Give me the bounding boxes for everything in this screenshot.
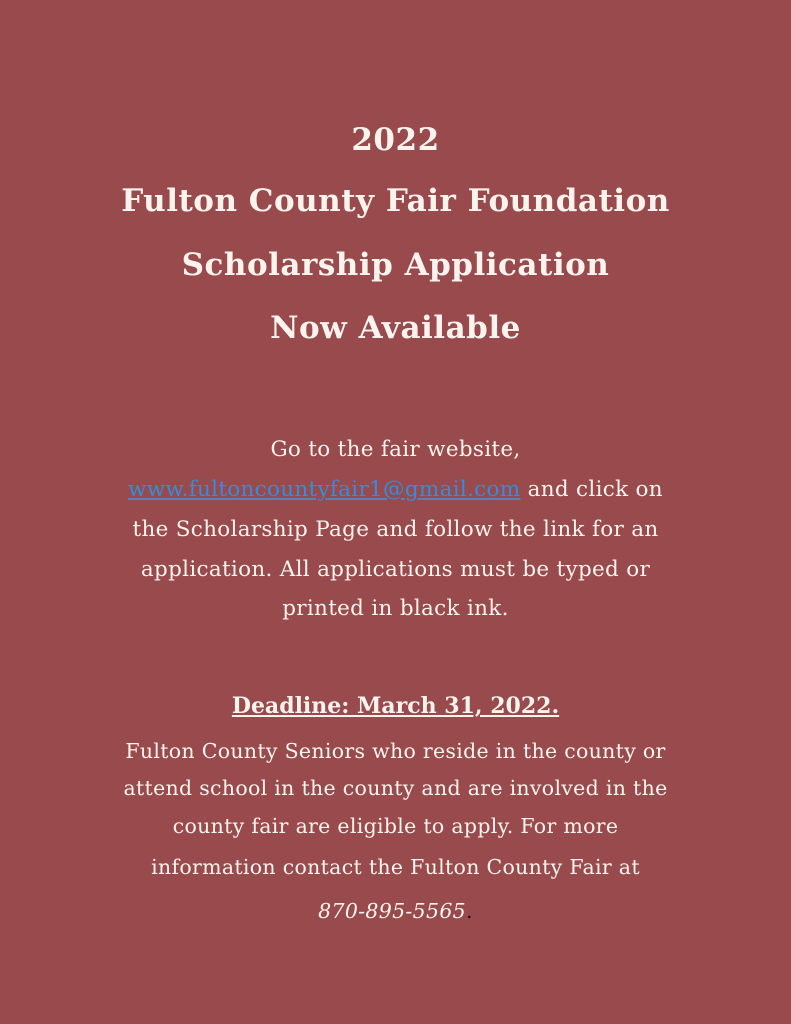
phone-number: 870-895-5565 (318, 899, 467, 923)
heading-scholarship: Scholarship Application (181, 247, 610, 283)
instructions-line-2-text: and click on (520, 477, 663, 502)
instructions-line-3: the Scholarship Page and follow the link for an (132, 517, 659, 542)
heading-organization: Fulton County Fair Foundation (121, 183, 670, 219)
heading-available: Now Available (270, 310, 521, 346)
eligibility-line-4: information contact the Fulton County Fair at (151, 855, 640, 879)
instructions-line-2 (0, 477, 791, 502)
phone-period: . (466, 899, 473, 923)
eligibility-line-2: attend school in the county and are involved in the (123, 776, 668, 800)
deadline: Deadline: March 31, 2022. (231, 693, 560, 719)
website-link[interactable]: www.fultoncountyfair1@gmail.com (128, 477, 521, 502)
eligibility-line-1: Fulton County Seniors who reside in the county or (125, 739, 666, 763)
instructions-line-1: Go to the fair website, (270, 437, 521, 462)
instructions-line-5: printed in black ink. (282, 596, 509, 621)
phone-line (0, 899, 791, 923)
instructions-line-4: application. All applications must be typed or (140, 557, 651, 582)
eligibility-line-3: county fair are eligible to apply. For more (172, 814, 619, 838)
heading-year: 2022 (351, 122, 440, 158)
